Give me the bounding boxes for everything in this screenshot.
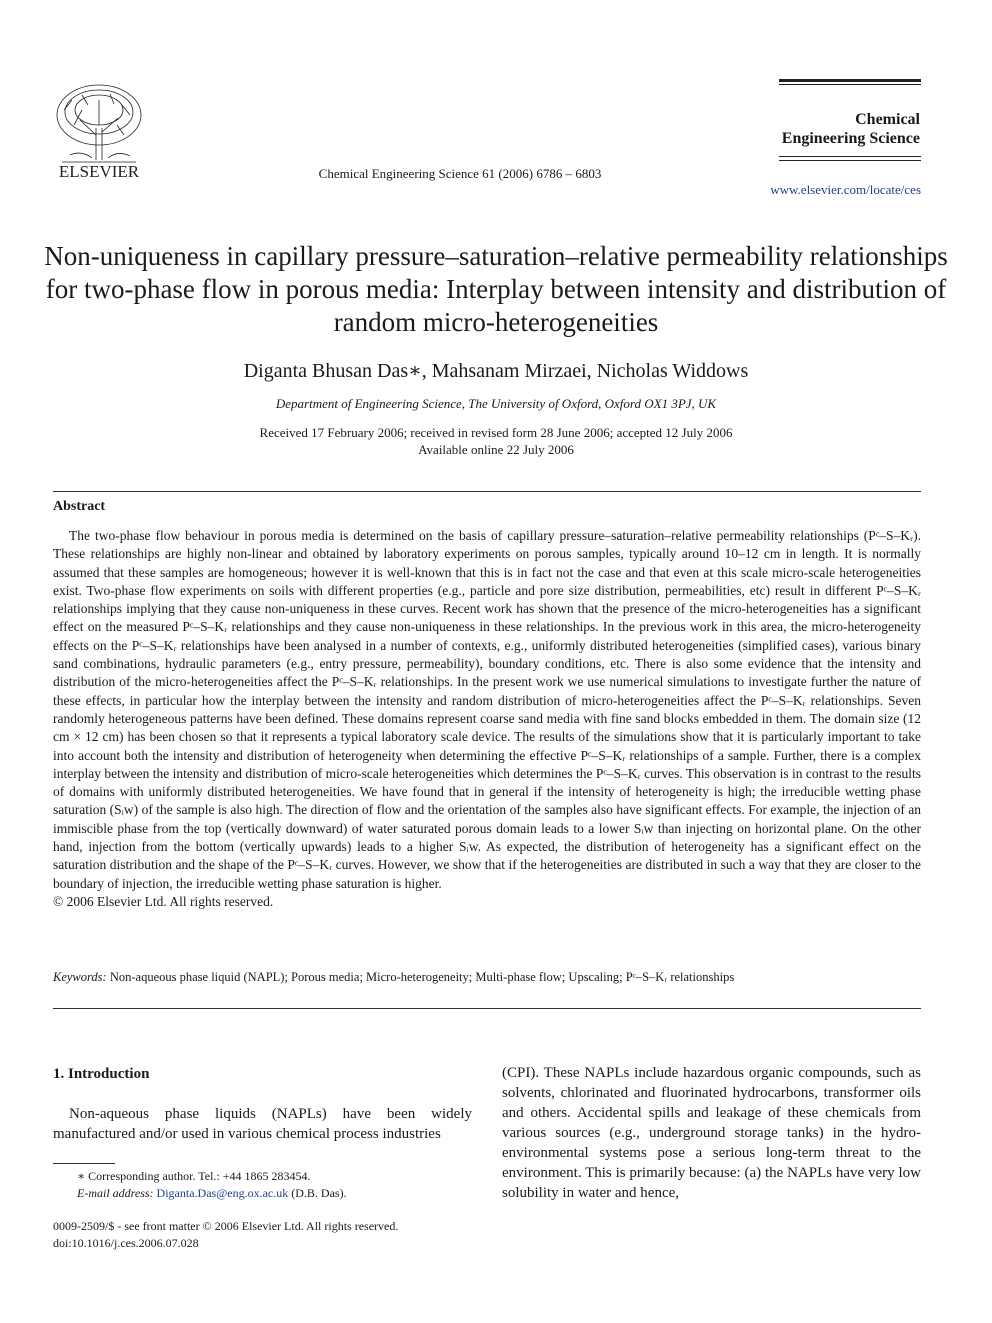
- svg-text:ELSEVIER: ELSEVIER: [58, 162, 140, 180]
- doi-line[interactable]: doi:10.1016/j.ces.2006.07.028: [53, 1236, 199, 1250]
- author-affiliation: Department of Engineering Science, The University of Oxford, Oxford OX1 3PJ, UK: [275, 396, 717, 411]
- footnote-marker: ∗: [77, 1169, 86, 1183]
- header-rule: [779, 156, 921, 157]
- section-heading-introduction: 1. Introduction: [53, 1066, 150, 1082]
- article-dates: [40, 424, 952, 458]
- journal-name-line1: Chemical: [855, 111, 920, 128]
- intro-right-column: (CPI). These NAPLs include hazardous organic compounds, such as solvents, chlorinated and fluorinated hydrocarbons, transformer oils and others. Accidental spills and leakage of these chemicals from various sources (e.g., underground storage tanks) in the hydro-environmental systems pose a serious long-term threat to the environment. This is primarily because: (a) the NAPLs have very low solubility in water and hence,: [502, 1065, 921, 1201]
- header-rule: [779, 160, 921, 161]
- front-matter: [53, 1218, 472, 1252]
- tree-icon: [52, 80, 147, 180]
- header-rule: [779, 79, 921, 82]
- author-list: Diganta Bhusan Das∗, Mahsanam Mirzaei, Nicholas Widdows: [243, 360, 749, 382]
- abstract-text: The two-phase flow behaviour in porous media is determined on the basis of capillary pressure–saturation–relative permeability relationships (Pᶜ–S–Kᵣ). These relationships are highly non-linear and obtained by laboratory experiments on porous samples, typically around 10–12 cm in length. It is normally assumed that these samples are homogeneous; however it is well-known that this is in fact not the case and that even at this scale micro-scale heterogeneities exist. Two-phase flow experiments on soils with different properties (e.g., particle and pore size distribution, permeabilities, etc) result in different Pᶜ–S–Kᵣ relationships implying that they cause non-uniqueness in these curves. Recent work has shown that the presence of the micro-heterogeneities has a significant effect on the measured Pᶜ–S–Kᵣ relationships and they cause non-uniqueness in these relationships. In the previous work in this area, the micro-heterogeneity effects on the Pᶜ–S–Kᵣ relationships have been analysed in a number of contexts, e.g., uniformly distributed heterogeneities (simplified cases), various binary sand combinations, hydraulic parameters (e.g., entry pressure, permeability), boundary conditions, etc. There is also some evidence that the intensity and distribution of the micro-heterogeneities affect the Pᶜ–S–Kᵣ relationships. In the present work we use numerical simulations to investigate further the nature of these effects, in particular how the interplay between the intensity and random distribution of micro-heterogeneities affect the Pᶜ–S–Kᵣ relationships. Seven randomly heterogeneous patterns have been defined. These domains represent coarse sand media with fine sand blocks embedded in them. The domain size (12 cm × 12 cm) has been chosen so that it represents a typical laboratory scale device. The results of the simulations show that it is particularly important to take into account both the intensity and distribution of heterogeneity when determining the effective Pᶜ–S–Kᵣ relationships of a sample. Further, there is a complex interplay between the intensity and distribution of micro-scale heterogeneities which determines the Pᶜ–S–Kᵣ curves. This observation is in contrast to the results of domains with uniformly distributed heterogeneities. We have found that in general if the intensity of heterogeneity is high; the irreducible wetting phase saturation (Sᵢw) of the sample is also high. The direction of flow and the orientation of the samples also have significant effects. For example, the injection of an immiscible phase from the top (vertically downward) of water saturated porous domain leads to a lower Sᵢw than injecting on horizontal plane. On the other hand, injection from the bottom (vertically upwards) leads to a higher Sᵢw. As expected, the distribution of heterogeneity has a significant effect on the saturation distribution and the shape of the Pᶜ–S–Kᵣ curves. However, we show that if the heterogeneities are distributed in such a way that they are closer to the boundary of injection, the irreducible wetting phase saturation is higher.: [53, 528, 921, 891]
- abstract-top-rule: [53, 491, 921, 492]
- abstract-body: [53, 527, 921, 911]
- header-rule: [779, 84, 921, 85]
- email-link[interactable]: Diganta.Das@eng.ox.ac.uk: [156, 1186, 289, 1200]
- journal-reference: Chemical Engineering Science 61 (2006) 6786 – 6803: [318, 166, 602, 181]
- email-suffix: (D.B. Das).: [291, 1186, 347, 1200]
- issn-line: 0009-2509/$ - see front matter © 2006 Elsevier Ltd. All rights reserved.: [53, 1219, 399, 1233]
- footnote-corresponding: [53, 1168, 472, 1185]
- abstract-heading: Abstract: [53, 499, 106, 514]
- footnote: [53, 1168, 472, 1202]
- email-label: E-mail address:: [77, 1186, 154, 1200]
- received-dates: Received 17 February 2006; received in revised form 28 June 2006; accepted 12 July 2006: [259, 425, 733, 440]
- journal-name-line2: Engineering Science: [781, 130, 920, 147]
- intro-left-column: Non-aqueous phase liquids (NAPLs) have been widely manufactured and/or used in various chemical process industries: [53, 1106, 472, 1142]
- keywords-label: Keywords:: [53, 970, 107, 984]
- footnote-email: [53, 1185, 472, 1202]
- footnote-corresponding-text: Corresponding author. Tel.: +44 1865 283454.: [88, 1169, 311, 1183]
- keywords-text: Non-aqueous phase liquid (NAPL); Porous media; Micro-heterogeneity; Multi-phase flow; Upscaling; Pᶜ–S–Kᵣ relationships: [109, 970, 735, 984]
- available-online: Available online 22 July 2006: [418, 442, 574, 457]
- elsevier-logo: [52, 80, 147, 180]
- article-title: Non-uniqueness in capillary pressure–saturation–relative permeability relationships for two-phase flow in porous media: Interplay between intensity and distribution of random micro-heterogeneities: [44, 241, 948, 337]
- journal-url-link[interactable]: www.elsevier.com/locate/ces: [770, 182, 921, 197]
- abstract-bottom-rule: [53, 1008, 921, 1009]
- abstract-copyright: © 2006 Elsevier Ltd. All rights reserved.: [53, 893, 274, 909]
- footnote-rule: [53, 1163, 115, 1164]
- keywords: [53, 970, 921, 985]
- journal-name: [720, 110, 920, 148]
